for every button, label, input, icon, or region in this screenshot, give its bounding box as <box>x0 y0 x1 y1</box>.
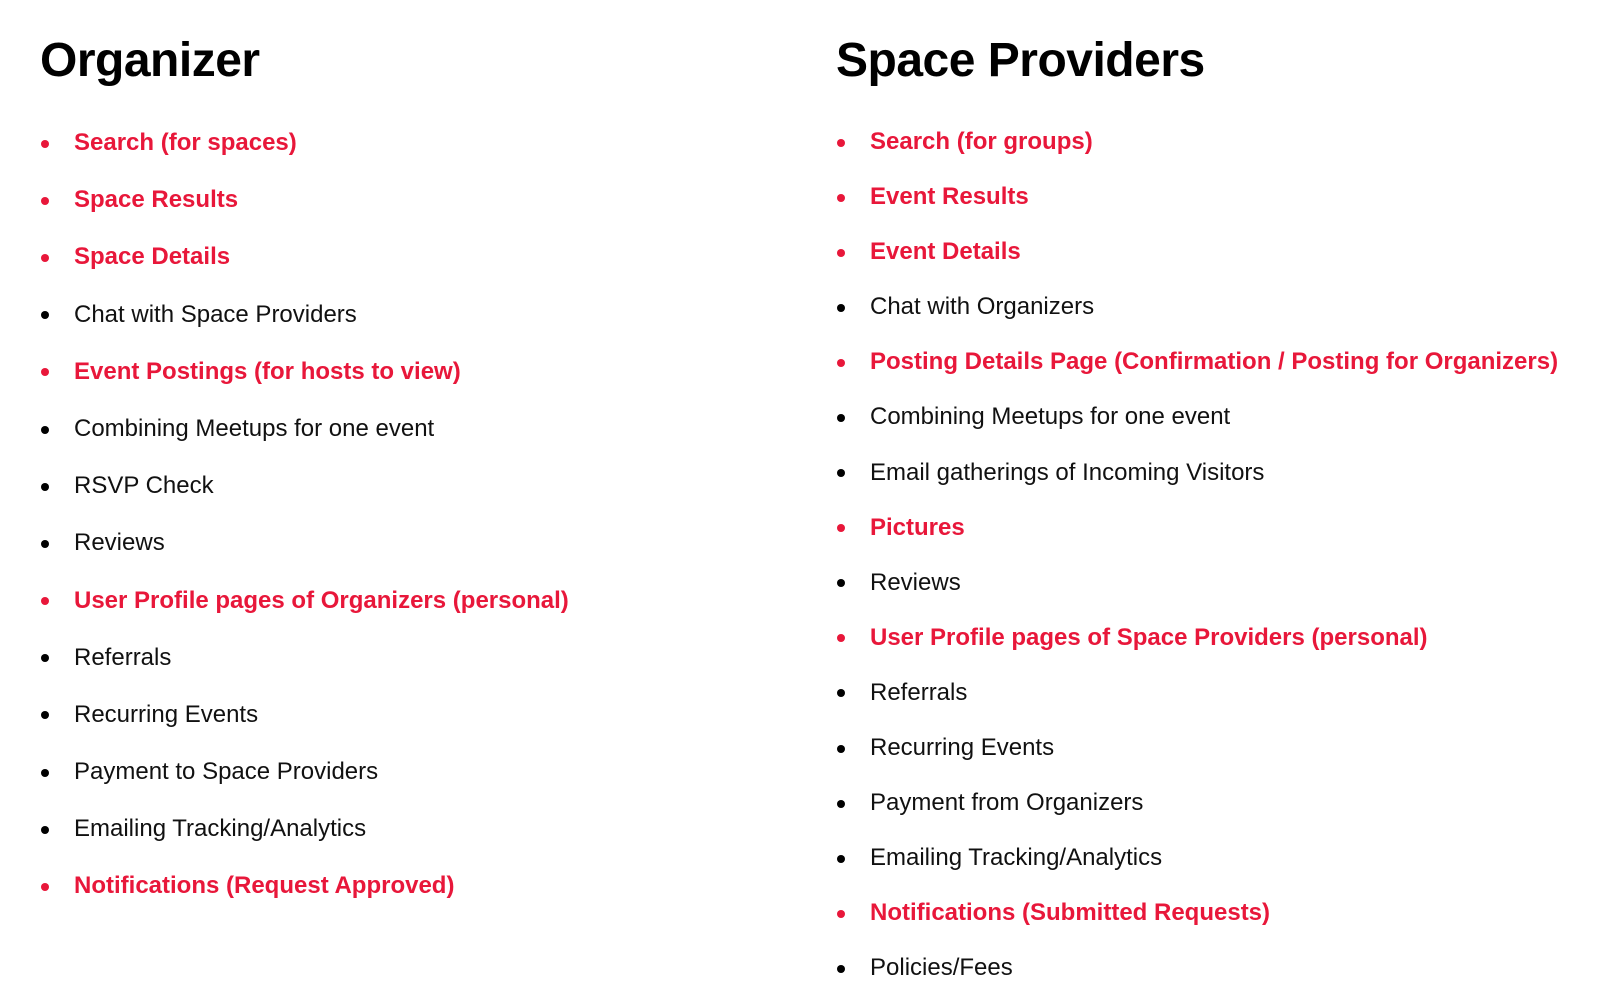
list-item <box>40 747 569 804</box>
bullet-icon <box>41 883 49 891</box>
list-item-label: Event Postings (for hosts to view) <box>74 357 461 385</box>
list-item-label: Reviews <box>870 568 961 596</box>
bullet-icon <box>41 654 49 662</box>
space-providers-list <box>836 118 1558 1000</box>
list-item-label: Emailing Tracking/Analytics <box>870 844 1163 872</box>
list-item-label: Notifications (Submitted Requests) <box>870 899 1271 927</box>
bullet-icon <box>41 711 49 719</box>
list-item-label: Space Details <box>74 243 231 271</box>
bullet-icon <box>41 597 49 605</box>
list-item-label: Chat with Space Providers <box>74 300 357 328</box>
organizer-heading: Organizer <box>40 34 260 87</box>
bullet-icon <box>41 826 49 834</box>
list-item <box>40 347 569 404</box>
bullet-icon <box>837 249 845 257</box>
bullet-icon <box>837 855 845 863</box>
bullet-icon <box>837 524 845 532</box>
bullet-icon <box>41 254 49 262</box>
list-item <box>40 633 569 690</box>
list-item-label: Email gatherings of Incoming Visitors <box>870 458 1265 486</box>
list-item <box>836 669 1558 724</box>
bullet-icon <box>41 483 49 491</box>
list-item <box>40 118 569 175</box>
bullet-icon <box>837 800 845 808</box>
list-item-label: Payment to Space Providers <box>74 758 379 786</box>
bullet-icon <box>41 197 49 205</box>
list-item-label: Pictures <box>870 513 965 541</box>
list-item <box>40 576 569 633</box>
list-item-label: Combining Meetups for one event <box>870 403 1231 431</box>
bullet-icon <box>837 194 845 202</box>
list-item-label: Search (for spaces) <box>74 129 297 156</box>
list-item <box>836 338 1558 393</box>
list-item-label: RSVP Check <box>74 472 214 500</box>
bullet-icon <box>837 469 845 477</box>
list-item-label: Emailing Tracking/Analytics <box>74 815 367 843</box>
bullet-icon <box>837 359 845 367</box>
list-item <box>836 724 1558 779</box>
bullet-icon <box>837 745 845 753</box>
list-item <box>836 944 1558 999</box>
list-item-label: Space Results <box>74 186 239 214</box>
list-item-label: Search (for groups) <box>870 128 1093 155</box>
list-item-label: Recurring Events <box>74 700 259 728</box>
list-item <box>40 804 569 861</box>
list-item <box>40 690 569 747</box>
bullet-icon <box>837 579 845 587</box>
list-item-label: Chat with Organizers <box>870 293 1095 321</box>
organizer-list <box>40 118 569 919</box>
list-item-label: User Profile pages of Space Providers (personal) <box>870 623 1428 651</box>
list-item <box>836 504 1558 559</box>
list-item <box>836 118 1558 173</box>
bullet-icon <box>41 140 49 148</box>
list-item <box>836 614 1558 669</box>
list-item <box>40 461 569 518</box>
bullet-icon <box>41 368 49 376</box>
list-item <box>836 559 1558 614</box>
list-item <box>836 834 1558 889</box>
bullet-icon <box>41 540 49 548</box>
bullet-icon <box>837 634 845 642</box>
list-item <box>836 393 1558 448</box>
list-item <box>836 228 1558 283</box>
bullet-icon <box>41 769 49 777</box>
list-item <box>40 175 569 232</box>
list-item <box>836 173 1558 228</box>
list-item <box>40 232 569 289</box>
list-item-label: Referrals <box>74 643 172 671</box>
list-item-label: Referrals <box>870 678 968 706</box>
bullet-icon <box>837 910 845 918</box>
list-item <box>40 404 569 461</box>
bullet-icon <box>837 414 845 422</box>
list-item <box>836 889 1558 944</box>
list-item <box>836 449 1558 504</box>
list-item-label: Combining Meetups for one event <box>74 414 435 442</box>
list-item <box>40 861 569 918</box>
list-item-label: Reviews <box>74 529 165 557</box>
bullet-icon <box>41 311 49 319</box>
list-item <box>40 518 569 575</box>
list-item-label: User Profile pages of Organizers (personal) <box>74 586 569 614</box>
bullet-icon <box>837 139 845 147</box>
list-item <box>40 290 569 347</box>
list-item <box>836 779 1558 834</box>
list-item-label: Notifications (Request Approved) <box>74 872 455 900</box>
bullet-icon <box>837 689 845 697</box>
bullet-icon <box>41 426 49 434</box>
list-item <box>836 283 1558 338</box>
list-item-label: Posting Details Page (Confirmation / Posting for Organizers) <box>870 348 1559 376</box>
bullet-icon <box>837 965 845 973</box>
list-item-label: Policies/Fees <box>870 954 1013 982</box>
list-item-label: Recurring Events <box>870 734 1055 762</box>
list-item-label: Event Details <box>870 238 1021 266</box>
list-item-label: Event Results <box>870 183 1029 211</box>
bullet-icon <box>837 304 845 312</box>
space-providers-heading: Space Providers <box>836 34 1205 87</box>
list-item-label: Payment from Organizers <box>870 789 1144 817</box>
